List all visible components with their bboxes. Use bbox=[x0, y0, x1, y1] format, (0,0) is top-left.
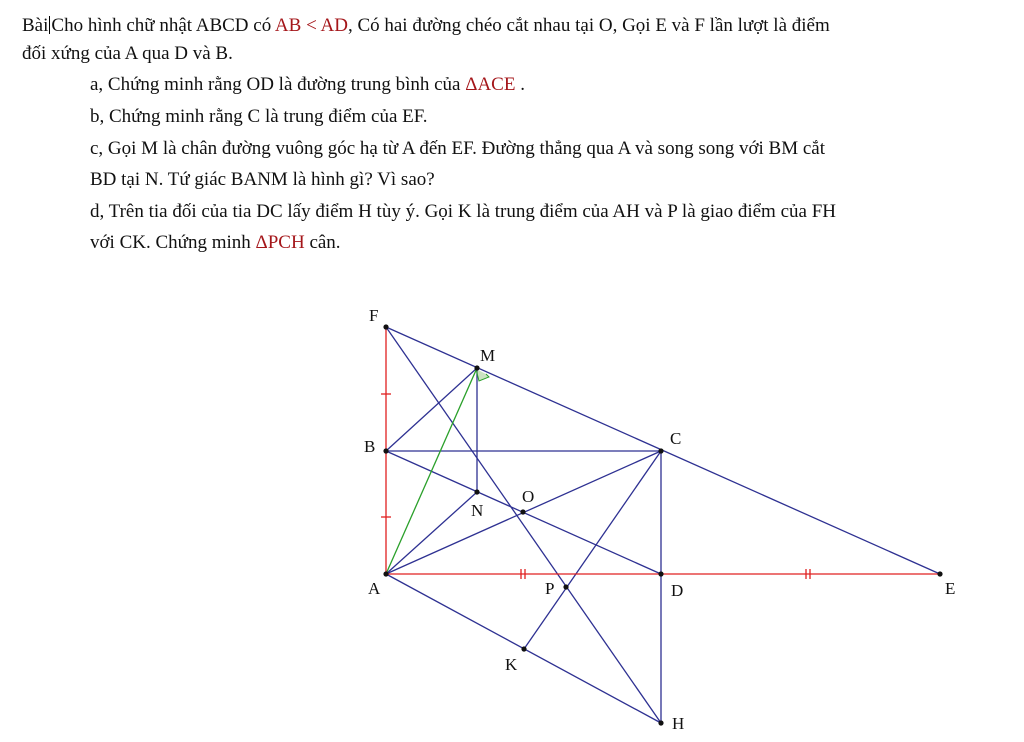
label-N: N bbox=[471, 501, 484, 520]
part-d-end: cân. bbox=[304, 232, 341, 253]
point-D bbox=[658, 571, 663, 576]
label-P: P bbox=[545, 579, 555, 598]
label-E: E bbox=[945, 579, 956, 598]
label-M: M bbox=[480, 346, 496, 365]
intro-text: Cho hình chữ nhật ABCD có bbox=[51, 15, 275, 36]
intro-text-cont: , Có hai đường chéo cắt nhau tại O, Gọi E và F lần lượt là điểm bbox=[347, 15, 830, 36]
part-a-triangle: ΔACE bbox=[465, 74, 516, 95]
label-O: O bbox=[522, 487, 535, 506]
point-M bbox=[474, 365, 479, 370]
part-d-text: với CK. Chứng minh bbox=[90, 232, 256, 253]
label-F: F bbox=[369, 306, 379, 325]
point-F bbox=[383, 324, 388, 329]
part-d-line-1: d, Trên tia đối của tia DC lấy điểm H tùy ý. Gọi K là trung điểm của AH và P là giao điểm của FH bbox=[90, 201, 836, 222]
label-H: H bbox=[672, 714, 685, 733]
point-C bbox=[658, 448, 663, 453]
point-K bbox=[521, 646, 526, 651]
point-B bbox=[383, 448, 388, 453]
label-D: D bbox=[671, 581, 684, 600]
label-C: C bbox=[670, 429, 682, 448]
segment-AN bbox=[386, 492, 477, 574]
point-N bbox=[474, 489, 479, 494]
problem-heading: Bài bbox=[22, 15, 49, 36]
segment-CK bbox=[524, 451, 661, 649]
label-K: K bbox=[505, 655, 518, 674]
point-E bbox=[937, 571, 942, 576]
label-B: B bbox=[364, 437, 376, 456]
point-P bbox=[563, 584, 568, 589]
label-A: A bbox=[368, 579, 381, 598]
figure-points bbox=[383, 324, 942, 725]
figure-labels bbox=[364, 306, 955, 733]
point-A bbox=[383, 571, 388, 576]
point-O bbox=[520, 509, 525, 514]
part-c-line-2: BD tại N. Tứ giác BANM là hình gì? Vì sao? bbox=[90, 169, 435, 190]
part-c-line-1: c, Gọi M là chân đường vuông góc hạ từ A đến EF. Đường thẳng qua A và song song với BM cắt bbox=[90, 138, 825, 159]
problem-line-2: đối xứng của A qua D và B. bbox=[22, 43, 233, 64]
point-H bbox=[658, 720, 663, 725]
part-a-end: . bbox=[515, 74, 525, 95]
part-b: b, Chứng minh rằng C là trung điểm của EF. bbox=[90, 106, 428, 127]
part-a-text: a, Chứng minh rằng OD là đường trung bình của bbox=[90, 74, 466, 95]
segment-FH bbox=[386, 327, 661, 723]
part-d-triangle: ΔPCH bbox=[255, 232, 305, 253]
intro-condition: AB < AD bbox=[274, 15, 348, 36]
right-angle-mark-M bbox=[476, 369, 489, 381]
segment-AM bbox=[386, 368, 477, 574]
